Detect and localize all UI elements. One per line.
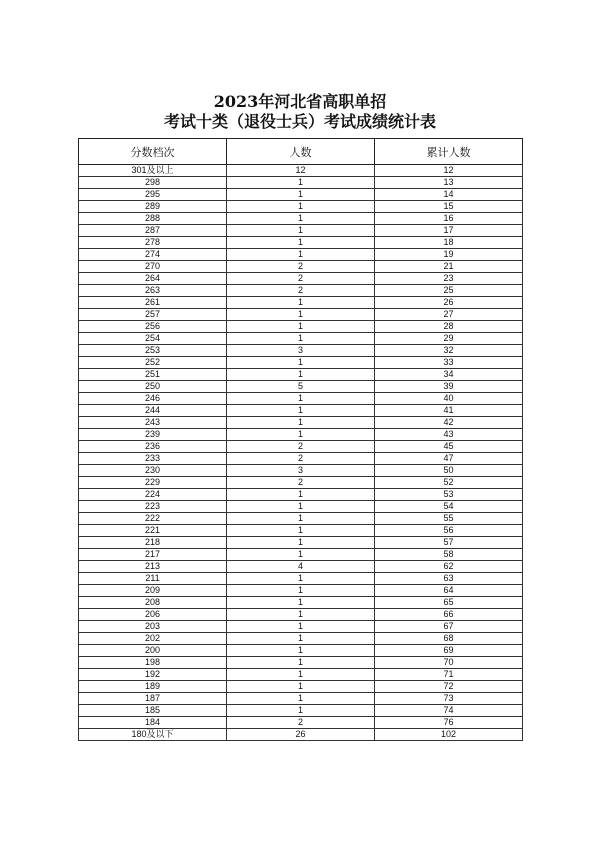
cell-count: 1 [227, 177, 375, 189]
table-row [79, 441, 523, 453]
cell-cumulative-count: 50 [375, 465, 523, 477]
table-row [79, 705, 523, 717]
cell-cumulative-count: 73 [375, 693, 523, 705]
cell-score-level: 233 [79, 453, 227, 465]
table-row [79, 273, 523, 285]
cell-count: 1 [227, 669, 375, 681]
cell-cumulative-count: 25 [375, 285, 523, 297]
cell-count: 1 [227, 573, 375, 585]
cell-score-level: 221 [79, 525, 227, 537]
cell-cumulative-count: 70 [375, 657, 523, 669]
cell-score-level: 180及以下 [79, 729, 227, 741]
table-row [79, 309, 523, 321]
table-row [79, 165, 523, 177]
cell-score-level: 223 [79, 501, 227, 513]
cell-count: 1 [227, 213, 375, 225]
cell-cumulative-count: 62 [375, 561, 523, 573]
table-row [79, 357, 523, 369]
cell-count: 2 [227, 453, 375, 465]
cell-count: 3 [227, 345, 375, 357]
header-cumulative-count: 累计人数 [375, 139, 523, 165]
table-row [79, 729, 523, 741]
cell-count: 4 [227, 561, 375, 573]
table-row [79, 333, 523, 345]
cell-score-level: 230 [79, 465, 227, 477]
cell-count: 2 [227, 441, 375, 453]
cell-cumulative-count: 71 [375, 669, 523, 681]
cell-score-level: 246 [79, 393, 227, 405]
cell-score-level: 198 [79, 657, 227, 669]
cell-count: 1 [227, 429, 375, 441]
header-score-level: 分数档次 [79, 139, 227, 165]
cell-count: 1 [227, 489, 375, 501]
cell-score-level: 218 [79, 537, 227, 549]
cell-cumulative-count: 19 [375, 249, 523, 261]
table-row [79, 501, 523, 513]
cell-score-level: 261 [79, 297, 227, 309]
table-row [79, 237, 523, 249]
cell-cumulative-count: 55 [375, 513, 523, 525]
cell-cumulative-count: 18 [375, 237, 523, 249]
cell-cumulative-count: 33 [375, 357, 523, 369]
cell-cumulative-count: 40 [375, 393, 523, 405]
cell-count: 1 [227, 681, 375, 693]
table-row [79, 681, 523, 693]
cell-count: 1 [227, 525, 375, 537]
cell-cumulative-count: 68 [375, 633, 523, 645]
cell-count: 1 [227, 237, 375, 249]
table-row [79, 597, 523, 609]
cell-cumulative-count: 47 [375, 453, 523, 465]
cell-count: 1 [227, 633, 375, 645]
table-row [79, 549, 523, 561]
table-header-row [79, 139, 523, 165]
cell-score-level: 256 [79, 321, 227, 333]
cell-score-level: 257 [79, 309, 227, 321]
cell-cumulative-count: 66 [375, 609, 523, 621]
cell-cumulative-count: 63 [375, 573, 523, 585]
cell-count: 1 [227, 549, 375, 561]
cell-score-level: 289 [79, 201, 227, 213]
cell-score-level: 202 [79, 633, 227, 645]
table-row [79, 537, 523, 549]
cell-count: 12 [227, 165, 375, 177]
cell-count: 2 [227, 273, 375, 285]
cell-score-level: 200 [79, 645, 227, 657]
cell-cumulative-count: 39 [375, 381, 523, 393]
table-row [79, 321, 523, 333]
cell-score-level: 253 [79, 345, 227, 357]
cell-count: 1 [227, 609, 375, 621]
table-row [79, 393, 523, 405]
table-row [79, 669, 523, 681]
table-row [79, 381, 523, 393]
cell-score-level: 254 [79, 333, 227, 345]
cell-cumulative-count: 74 [375, 705, 523, 717]
cell-count: 1 [227, 369, 375, 381]
cell-score-level: 229 [79, 477, 227, 489]
table-row [79, 285, 523, 297]
table-row [79, 417, 523, 429]
cell-cumulative-count: 15 [375, 201, 523, 213]
cell-count: 1 [227, 501, 375, 513]
cell-cumulative-count: 56 [375, 525, 523, 537]
cell-count: 1 [227, 513, 375, 525]
cell-cumulative-count: 27 [375, 309, 523, 321]
table-row [79, 225, 523, 237]
table-row [79, 429, 523, 441]
cell-score-level: 209 [79, 585, 227, 597]
table-row [79, 201, 523, 213]
cell-count: 1 [227, 249, 375, 261]
table-row [79, 261, 523, 273]
table-row [79, 585, 523, 597]
cell-count: 2 [227, 261, 375, 273]
table-row [79, 633, 523, 645]
score-statistics-table [78, 138, 523, 741]
table-row [79, 477, 523, 489]
cell-cumulative-count: 67 [375, 621, 523, 633]
cell-cumulative-count: 52 [375, 477, 523, 489]
cell-count: 1 [227, 393, 375, 405]
table-row [79, 717, 523, 729]
cell-cumulative-count: 28 [375, 321, 523, 333]
cell-cumulative-count: 58 [375, 549, 523, 561]
cell-cumulative-count: 17 [375, 225, 523, 237]
cell-cumulative-count: 53 [375, 489, 523, 501]
cell-score-level: 236 [79, 441, 227, 453]
cell-cumulative-count: 23 [375, 273, 523, 285]
cell-score-level: 264 [79, 273, 227, 285]
cell-cumulative-count: 29 [375, 333, 523, 345]
cell-cumulative-count: 69 [375, 645, 523, 657]
cell-count: 1 [227, 225, 375, 237]
table-row [79, 573, 523, 585]
table-row [79, 621, 523, 633]
cell-cumulative-count: 41 [375, 405, 523, 417]
table-row [79, 345, 523, 357]
cell-cumulative-count: 21 [375, 261, 523, 273]
table-row [79, 213, 523, 225]
cell-score-level: 206 [79, 609, 227, 621]
cell-cumulative-count: 12 [375, 165, 523, 177]
cell-score-level: 252 [79, 357, 227, 369]
cell-score-level: 222 [79, 513, 227, 525]
table-row [79, 561, 523, 573]
cell-cumulative-count: 64 [375, 585, 523, 597]
cell-count: 5 [227, 381, 375, 393]
cell-score-level: 251 [79, 369, 227, 381]
title-line-1: 2023年河北省高职单招 [213, 92, 387, 111]
cell-score-level: 244 [79, 405, 227, 417]
cell-count: 1 [227, 297, 375, 309]
cell-cumulative-count: 57 [375, 537, 523, 549]
cell-count: 2 [227, 717, 375, 729]
table-row [79, 609, 523, 621]
cell-score-level: 187 [79, 693, 227, 705]
cell-score-level: 270 [79, 261, 227, 273]
cell-score-level: 185 [79, 705, 227, 717]
cell-cumulative-count: 42 [375, 417, 523, 429]
table-row [79, 453, 523, 465]
cell-cumulative-count: 16 [375, 213, 523, 225]
cell-count: 1 [227, 309, 375, 321]
cell-score-level: 301及以上 [79, 165, 227, 177]
cell-score-level: 192 [79, 669, 227, 681]
table-row [79, 405, 523, 417]
cell-count: 1 [227, 189, 375, 201]
table-row [79, 513, 523, 525]
cell-score-level: 295 [79, 189, 227, 201]
cell-count: 1 [227, 645, 375, 657]
cell-score-level: 189 [79, 681, 227, 693]
cell-score-level: 274 [79, 249, 227, 261]
cell-cumulative-count: 65 [375, 597, 523, 609]
table-row [79, 657, 523, 669]
cell-cumulative-count: 13 [375, 177, 523, 189]
table-row [79, 693, 523, 705]
cell-score-level: 288 [79, 213, 227, 225]
cell-score-level: 224 [79, 489, 227, 501]
table-row [79, 645, 523, 657]
cell-count: 1 [227, 621, 375, 633]
cell-count: 1 [227, 405, 375, 417]
table-row [79, 369, 523, 381]
cell-cumulative-count: 54 [375, 501, 523, 513]
table-row [79, 297, 523, 309]
table-row [79, 249, 523, 261]
cell-count: 1 [227, 201, 375, 213]
cell-count: 1 [227, 321, 375, 333]
cell-score-level: 213 [79, 561, 227, 573]
cell-count: 1 [227, 537, 375, 549]
cell-count: 1 [227, 417, 375, 429]
cell-count: 1 [227, 705, 375, 717]
cell-score-level: 211 [79, 573, 227, 585]
cell-score-level: 250 [79, 381, 227, 393]
cell-score-level: 217 [79, 549, 227, 561]
cell-cumulative-count: 72 [375, 681, 523, 693]
cell-count: 1 [227, 657, 375, 669]
cell-count: 1 [227, 333, 375, 345]
cell-count: 2 [227, 477, 375, 489]
cell-score-level: 278 [79, 237, 227, 249]
table-row [79, 177, 523, 189]
cell-score-level: 243 [79, 417, 227, 429]
cell-cumulative-count: 43 [375, 429, 523, 441]
cell-cumulative-count: 102 [375, 729, 523, 741]
title-line-2: 考试十类（退役士兵）考试成绩统计表 [163, 112, 436, 131]
cell-count: 3 [227, 465, 375, 477]
table-row [79, 525, 523, 537]
cell-score-level: 263 [79, 285, 227, 297]
cell-cumulative-count: 76 [375, 717, 523, 729]
cell-cumulative-count: 32 [375, 345, 523, 357]
cell-count: 2 [227, 285, 375, 297]
cell-cumulative-count: 34 [375, 369, 523, 381]
cell-count: 1 [227, 693, 375, 705]
cell-cumulative-count: 26 [375, 297, 523, 309]
table-row [79, 189, 523, 201]
cell-count: 1 [227, 357, 375, 369]
cell-count: 1 [227, 585, 375, 597]
header-count: 人数 [227, 139, 375, 165]
document-title [0, 92, 600, 132]
cell-score-level: 298 [79, 177, 227, 189]
cell-cumulative-count: 14 [375, 189, 523, 201]
cell-score-level: 208 [79, 597, 227, 609]
table-row [79, 465, 523, 477]
cell-count: 1 [227, 597, 375, 609]
table-body [79, 165, 523, 741]
cell-score-level: 184 [79, 717, 227, 729]
cell-cumulative-count: 45 [375, 441, 523, 453]
cell-score-level: 287 [79, 225, 227, 237]
cell-count: 26 [227, 729, 375, 741]
cell-score-level: 239 [79, 429, 227, 441]
table-row [79, 489, 523, 501]
cell-score-level: 203 [79, 621, 227, 633]
